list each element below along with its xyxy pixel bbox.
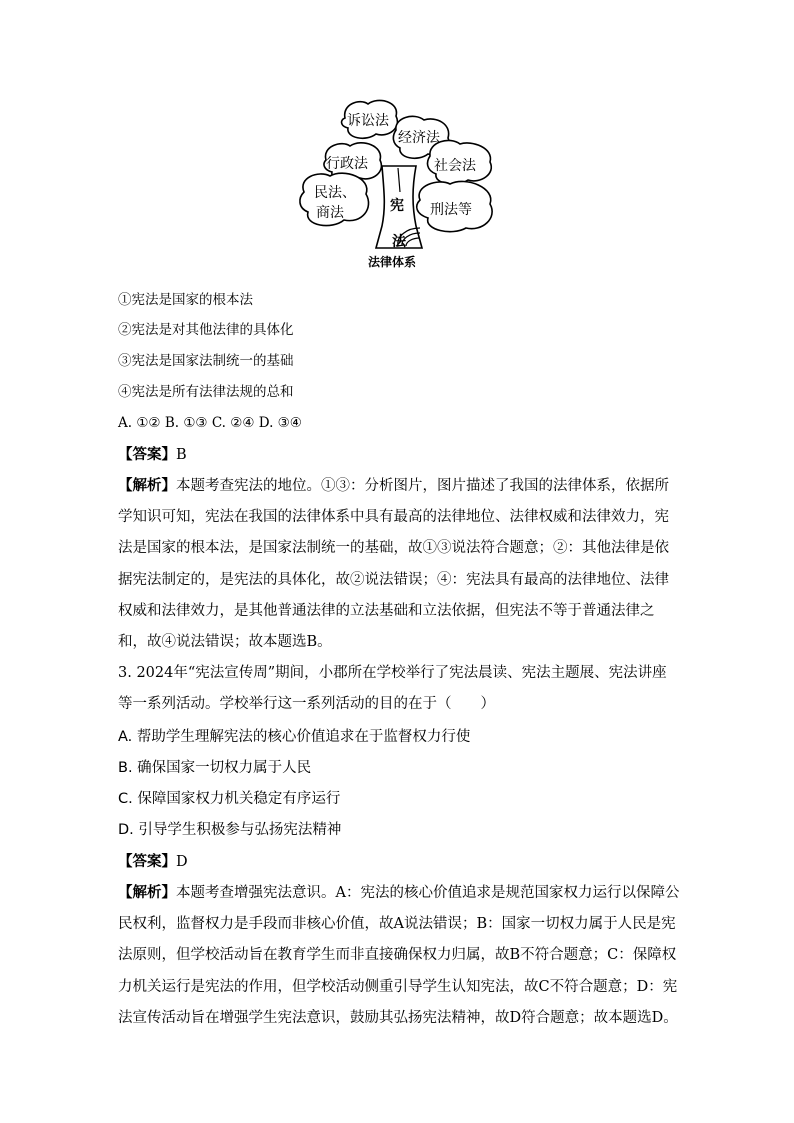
statement-2: ②宪法是对其他法律的具体化 [118, 322, 294, 338]
answer-value: D [176, 854, 188, 870]
statement-1: ①宪法是国家的根本法 [118, 292, 253, 308]
tree-drawing [290, 96, 500, 274]
analysis-text: 本题考查宪法的地位。①③：分析图片，图片描述了我国的法律体系，依据所学知识可知，宪法在我国的法律体系中具有最高的法律地位、法律权威和法律效力，宪法是国家的根本法，是国家法制统一的基础，故①③说法符合题意；②：其他法律是依据宪法制定的，是宪法的具体化，故②说法错误；④：宪法具有最高的法律地位、法律权威和法律效力，是其他普通法律的立法基础和立法依据，但宪法不等于普通法律之和，故④说法错误；故本题选B。 [118, 478, 669, 651]
figure-caption: 法律体系 [368, 255, 417, 269]
q2-options: A. ①② B. ①③ C. ②④ D. ③④ [118, 415, 302, 431]
q3-stem: 3. 2024年“宪法宣传周”期间，小郡所在学校举行了宪法晨读、宪法主题展、宪法讲座等一系列活动。学校举行这一系列活动的目的在于（ ） [118, 665, 667, 713]
analysis-text: 本题考查增强宪法意识。A：宪法的核心价值追求是规范国家权力运行以保障公民权利，监督权力是手段而非核心价值，故A说法错误；B：国家一切权力属于人民是宪法原则，但学校活动旨在教育学生而非直接确保权力归属，故B不符合题意；C：保障权力机关运行是宪法的作用，但学校活动侧重引导学生认知宪法，故C不符合题意；D：宪法宣传活动旨在增强学生宪法意识，鼓励其弘扬宪法精神，故D符合题意；故本题选D。 [118, 885, 680, 1026]
analysis-tag: 【解析】 [118, 884, 176, 901]
answer-tag: 【答案】 [118, 853, 176, 870]
q3-option-c: C. 保障国家权力机关稳定有序运行 [118, 791, 341, 807]
q3-option-b: B. 确保国家一切权力属于人民 [118, 760, 312, 776]
analysis-tag: 【解析】 [118, 477, 176, 494]
q2-answer [118, 445, 187, 465]
trunk-label-top: 宪 [390, 198, 404, 214]
leaf-label-administrative: 行政法 [326, 156, 368, 172]
q3-analysis [118, 877, 680, 1034]
leaf-label-commercial: 商法 [316, 205, 344, 221]
q3-answer [118, 852, 188, 872]
q2-analysis [118, 470, 680, 658]
leaf-label-litigation: 诉讼法 [347, 113, 389, 129]
law-system-tree-figure [290, 96, 500, 274]
leaf-label-social: 社会法 [434, 158, 476, 174]
q3-option-d: D. 引导学生积极参与弘扬宪法精神 [118, 822, 342, 838]
leaf-label-criminal: 刑法等 [430, 202, 472, 218]
statement-3: ③宪法是国家法制统一的基础 [118, 353, 294, 369]
statement-4: ④宪法是所有法律法规的总和 [118, 384, 294, 400]
answer-tag: 【答案】 [118, 446, 176, 463]
q3-option-a: A. 帮助学生理解宪法的核心价值追求在于监督权力行使 [118, 729, 471, 745]
leaf-label-economic: 经济法 [398, 130, 440, 146]
answer-value: B [176, 447, 187, 463]
leaf-label-civil: 民法、 [314, 185, 356, 201]
trunk-label-bottom: 法 [392, 234, 406, 250]
